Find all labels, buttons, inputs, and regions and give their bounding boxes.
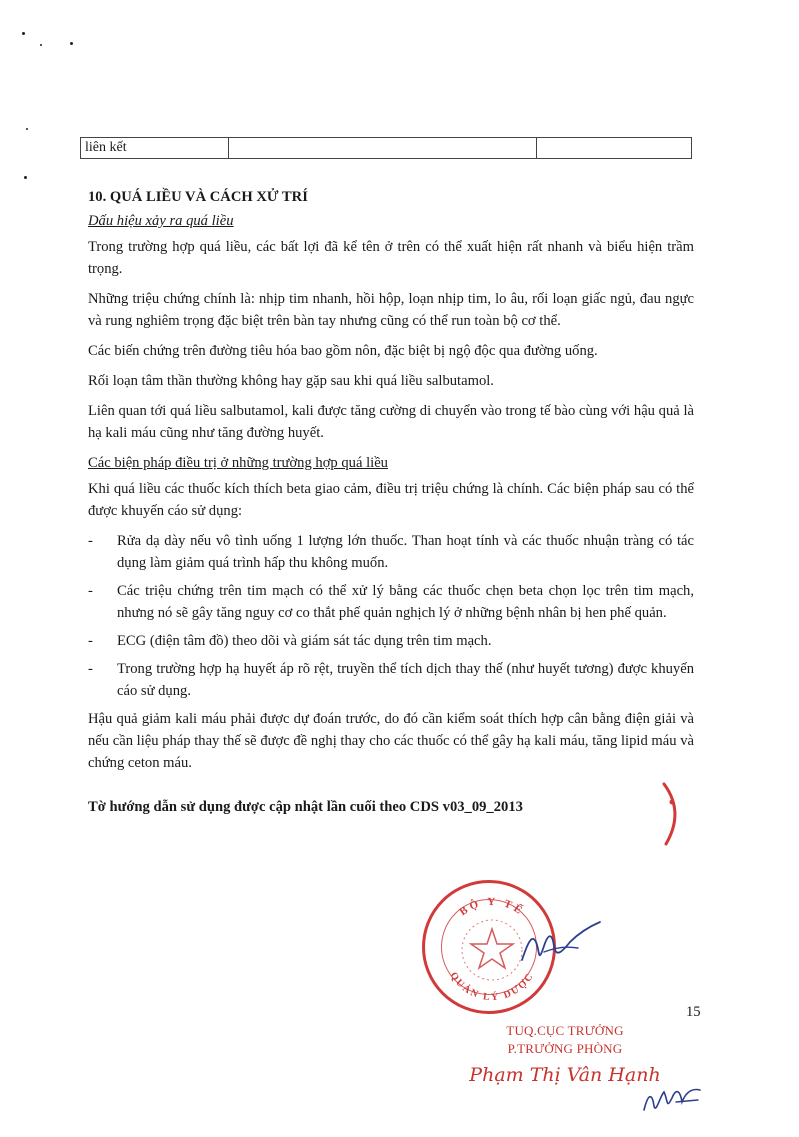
list-item [88,580,694,624]
list-item-text: ECG (điện tâm đồ) theo dõi và giám sát tác dụng trên tim mạch. [117,633,492,649]
treatment-list [88,530,694,702]
paragraph: Hậu quả giảm kali máu phải được dự đoán trước, do đó cần kiểm soát thích hợp cân bằng điện giải và nếu cần liệu pháp thay thế sẽ được đề nghị thay cho các thuốc có thể gây hạ kali máu, tăng lipid máu và chứng ceton máu. [88,711,694,771]
list-item [88,630,694,652]
list-item-text: Các triệu chứng trên tim mạch có thể xử lý bằng các thuốc chẹn beta chọn lọc trên tim mạch, nhưng nó sẽ gây tăng nguy cơ co thắt phế quản nghịch lý ở những bệnh nhân bị hen phế quản. [117,583,694,621]
scan-speck [70,42,73,45]
seal-top-text: BỘ Y TẾ [457,895,527,919]
paragraph: Khi quá liều các thuốc kích thích beta giao cảm, điều trị triệu chứng là chính. Các biện pháp sau có thể được khuyến cáo sử dụng: [88,481,694,519]
list-dash: - [88,633,93,649]
subheading-overdose-signs: Dấu hiệu xảy ra quá liều [88,213,234,229]
section-content [88,186,694,818]
list-item [88,658,694,702]
paragraph: Những triệu chứng chính là: nhịp tim nhanh, hồi hộp, loạn nhịp tim, lo âu, rối loạn giấc ngủ, đau ngực và rung nghiêm trọng đặc biệt trên bàn tay nhưng cũng có thể run toàn bộ cơ thể. [88,291,694,329]
handwritten-initials [640,1070,704,1118]
signer-name: Phạm Thị Vân Hạnh [469,1064,661,1086]
table-cell [229,138,537,158]
handwritten-signature [514,912,604,972]
list-dash: - [88,533,93,549]
svg-text:QUẢN LÝ DƯỢC [448,970,537,1003]
paragraph: Liên quan tới quá liều salbutamol, kali được tăng cường di chuyển vào trong tế bào cùng với hậu quả là hạ kali máu cũng như tăng đường huyết. [88,403,694,441]
page-number: 15 [686,1004,701,1020]
list-item [88,530,694,574]
signer-subtitle: P.TRƯỞNG PHÒNG [507,1041,623,1056]
scan-speck [24,176,27,179]
list-dash: - [88,661,93,677]
paragraph: Trong trường hợp quá liều, các bất lợi đã kể tên ở trên có thể xuất hiện rất nhanh và biểu hiện trầm trọng. [88,239,694,277]
list-item-text: Trong trường hợp hạ huyết áp rõ rệt, truyền thể tích dịch thay thế (như huyết tương) được khuyến cáo sử dụng. [117,661,694,699]
paragraph: Các biến chứng trên đường tiêu hóa bao gồm nôn, đặc biệt bị ngộ độc qua đường uống. [88,343,598,359]
update-note: Tờ hướng dẫn sử dụng được cập nhật lần cuối theo CDS v03_09_2013 [88,799,523,815]
list-dash: - [88,583,93,599]
seal-bottom-text: QUẢN LÝ DƯỢC [447,970,537,1004]
star-icon [471,929,513,968]
red-pen-mark [652,780,686,850]
scan-speck [22,32,25,35]
table-cell: liên kết [81,138,229,158]
previous-table-row [80,137,692,159]
section-title: 10. QUÁ LIỀU VÀ CÁCH XỬ TRÍ [88,189,308,205]
subheading-treatment: Các biện pháp điều trị ở những trường hợp quá liều [88,455,388,471]
paragraph: Rối loạn tâm thần thường không hay gặp sau khi quá liều salbutamol. [88,373,494,389]
scan-speck [40,44,42,46]
signer-title: TUQ.CỤC TRƯỞNG [506,1023,624,1038]
list-item-text: Rửa dạ dày nếu vô tình uống 1 lượng lớn thuốc. Than hoạt tính và các thuốc nhuận tràng có tác dụng làm giảm quá trình hấp thu không muốn. [117,533,694,571]
table-cell [537,138,691,158]
scan-speck [26,128,28,130]
